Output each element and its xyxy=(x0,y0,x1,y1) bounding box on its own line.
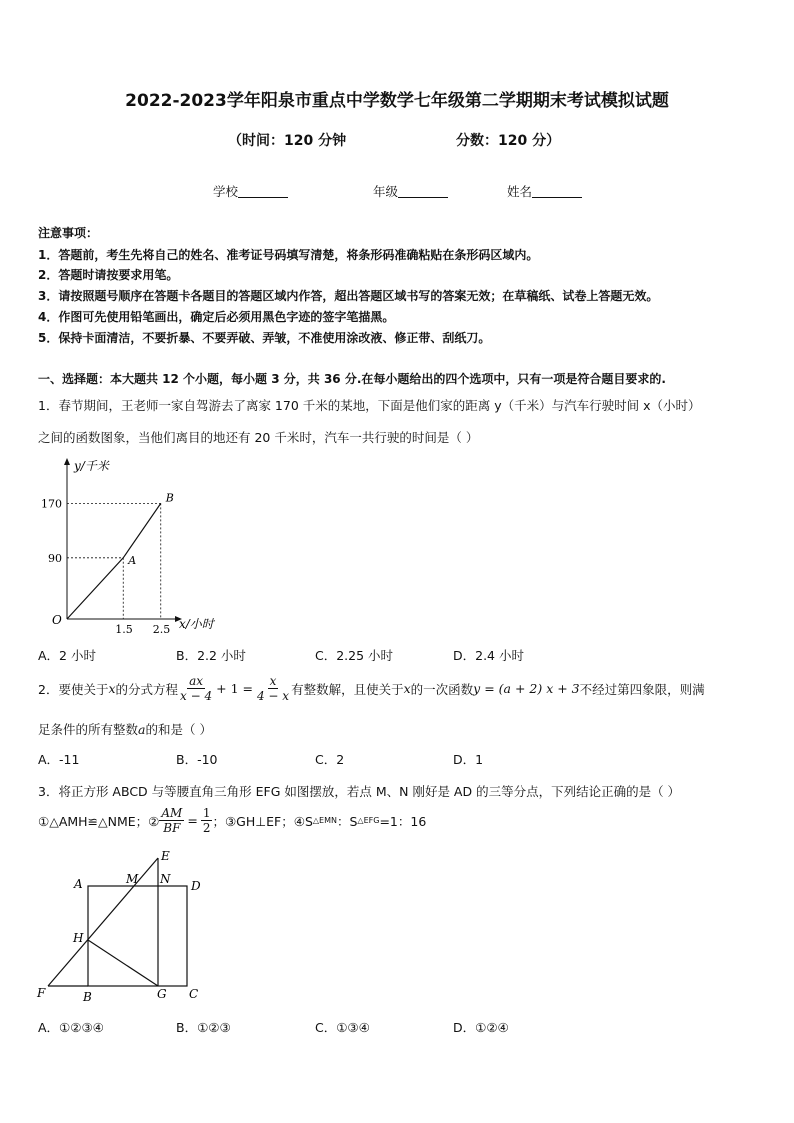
label-a: A xyxy=(74,877,83,891)
point-b-label: B xyxy=(165,491,174,505)
exam-score: 分数：120 分） xyxy=(456,133,561,149)
q2-suffix: 不经过第四象限，则满 xyxy=(579,681,705,697)
y-tick-170: 170 xyxy=(41,497,62,511)
q2-prefix: 2．要使关于 xyxy=(38,681,109,697)
notes-heading: 注意事项： xyxy=(38,226,99,240)
grade-blank[interactable] xyxy=(398,185,448,198)
school-field[interactable] xyxy=(213,182,288,200)
q2-mid2: 有整数解，且使关于 xyxy=(291,681,404,697)
q2-option-b[interactable]: B．-10 xyxy=(176,752,218,767)
section-heading: 一、选择题：本大题共 12 个小题，每小题 3 分，共 36 分.在每小题给出的四个选项中，只有一项是符合题目要求的. xyxy=(38,372,666,386)
x-tick-1-5: 1.5 xyxy=(115,623,133,636)
q1-line2: 之间的函数图象，当他们离目的地还有 20 千米时，汽车一共行驶的时间是（ ） xyxy=(38,430,479,445)
q3-option-b[interactable]: B．①②③ xyxy=(176,1020,231,1035)
grade-field[interactable] xyxy=(373,182,448,200)
label-f: F xyxy=(37,986,46,1000)
q3-conclusions xyxy=(38,806,426,835)
q3-line1: 3．将正方形 ABCD 与等腰直角三角形 EFG 如图摆放，若点 M、N 刚好是 AD 的三等分点，下列结论正确的是（ ） xyxy=(38,784,681,799)
q3-c5: =1：16 xyxy=(379,813,427,829)
note-item: 4．作图可先使用铅笔画出，确定后必须用黑色字迹的签字笔描黑。 xyxy=(38,310,395,324)
q2-mid3: 的一次函数 xyxy=(410,681,474,697)
q2-var-a: a xyxy=(138,722,146,737)
q2-line2 xyxy=(38,720,212,738)
q2-line2-text: 足条件的所有整数 xyxy=(38,722,139,737)
q3-fraction-am-bf xyxy=(159,806,184,835)
name-field[interactable] xyxy=(507,182,582,200)
q2-frac1-den: x − 4 xyxy=(180,689,213,703)
q2-option-d[interactable]: D．1 xyxy=(453,752,484,767)
q3-sub1: △EMN xyxy=(312,816,337,825)
label-d: D xyxy=(191,879,201,893)
label-e: E xyxy=(161,849,170,863)
q1-option-b[interactable]: B．2.2 小时 xyxy=(176,648,246,663)
school-label: 学校 xyxy=(213,184,239,199)
q2-function: y = (a + 2) x + 3 xyxy=(473,681,580,696)
exam-time: （时间：120 分钟 xyxy=(228,133,347,149)
q3-half-den: 2 xyxy=(202,821,211,835)
q1-line1: 1．春节期间，王老师一家自驾游去了离家 170 千米的某地，下面是他们家的距离 y（千米）与汽车行驶时间 x（小时） xyxy=(38,398,701,413)
q2-mid1: 的分式方程 xyxy=(115,681,179,697)
series-line xyxy=(67,503,161,619)
y-axis-label: y/千米 xyxy=(74,459,109,473)
school-blank[interactable] xyxy=(238,185,288,198)
q3-option-a[interactable]: A．①②③④ xyxy=(38,1020,104,1035)
square-abcd xyxy=(88,886,187,986)
q3-c4: ：S xyxy=(336,813,358,829)
origin-label: O xyxy=(52,613,62,627)
q2-frac2-num: x xyxy=(269,674,277,688)
label-c: C xyxy=(189,987,199,1001)
page-title: 2022-2023学年阳泉市重点中学数学七年级第二学期期末考试模拟试题 xyxy=(125,91,669,111)
q1-graph xyxy=(38,454,228,638)
label-g: G xyxy=(157,987,167,1001)
x-tick-2-5: 2.5 xyxy=(152,623,171,636)
y-axis-arrow xyxy=(64,458,70,465)
q3-eq: = xyxy=(187,813,198,828)
x-axis-label: x/小时 xyxy=(179,617,214,631)
q3-option-c[interactable]: C．①③④ xyxy=(315,1020,370,1035)
note-item: 2．答题时请按要求用笔。 xyxy=(38,268,179,282)
note-item: 3．请按照题号顺序在答题卡各题目的答题区域内作答，超出答题区域书写的答案无效；在草稿纸、试卷上答题无效。 xyxy=(38,289,659,303)
note-item: 1．答题前，考生先将自己的姓名、准考证号码填写清楚，将条形码准确粘贴在条形码区域内。 xyxy=(38,248,539,262)
q1-option-a[interactable]: A．2 小时 xyxy=(38,648,96,663)
segment-hg xyxy=(88,940,158,986)
label-h: H xyxy=(73,931,84,945)
note-item: 5．保持卡面清洁，不要折暴、不要弄破、弄皱，不准使用涂改液、修正带、刮纸刀。 xyxy=(38,331,491,345)
q2-frac1-num: ax xyxy=(189,674,204,688)
name-blank[interactable] xyxy=(532,185,582,198)
q3-c3: ；③GH⊥EF；④S xyxy=(212,813,313,829)
name-label: 姓名 xyxy=(507,184,533,199)
q2-line1 xyxy=(38,674,705,703)
q2-option-a[interactable]: A．-11 xyxy=(38,752,80,767)
q2-var-x: x xyxy=(108,681,116,696)
q2-var-x2: x xyxy=(403,681,411,696)
q2-fraction-1 xyxy=(178,674,214,703)
point-a-label: A xyxy=(128,553,137,567)
q3-sub2: △EFG xyxy=(357,816,380,825)
q2-frac2-den: 4 − x xyxy=(256,689,290,703)
q2-option-c[interactable]: C．2 xyxy=(315,752,345,767)
label-n: N xyxy=(160,872,171,886)
q3-option-d[interactable]: D．①②④ xyxy=(453,1020,509,1035)
q3-frac-num: AM xyxy=(161,806,183,820)
q3-figure xyxy=(30,846,210,1006)
q3-c1: ①△AMH≌△NME；② xyxy=(38,813,160,829)
y-tick-90: 90 xyxy=(48,551,62,565)
q2-fraction-2 xyxy=(255,674,291,703)
q3-fraction-half xyxy=(201,806,213,835)
segment-fe xyxy=(48,858,158,986)
q1-option-d[interactable]: D．2.4 小时 xyxy=(453,648,524,663)
q2-line2-end: 的和是（ ） xyxy=(145,722,212,737)
label-m: M xyxy=(126,872,139,886)
grade-label: 年级 xyxy=(373,184,399,199)
q3-half-num: 1 xyxy=(202,806,211,820)
label-b: B xyxy=(83,990,92,1004)
q1-option-c[interactable]: C．2.25 小时 xyxy=(315,648,394,663)
q2-plus-one: + 1 = xyxy=(216,681,253,696)
q3-frac-den: BF xyxy=(163,821,181,835)
